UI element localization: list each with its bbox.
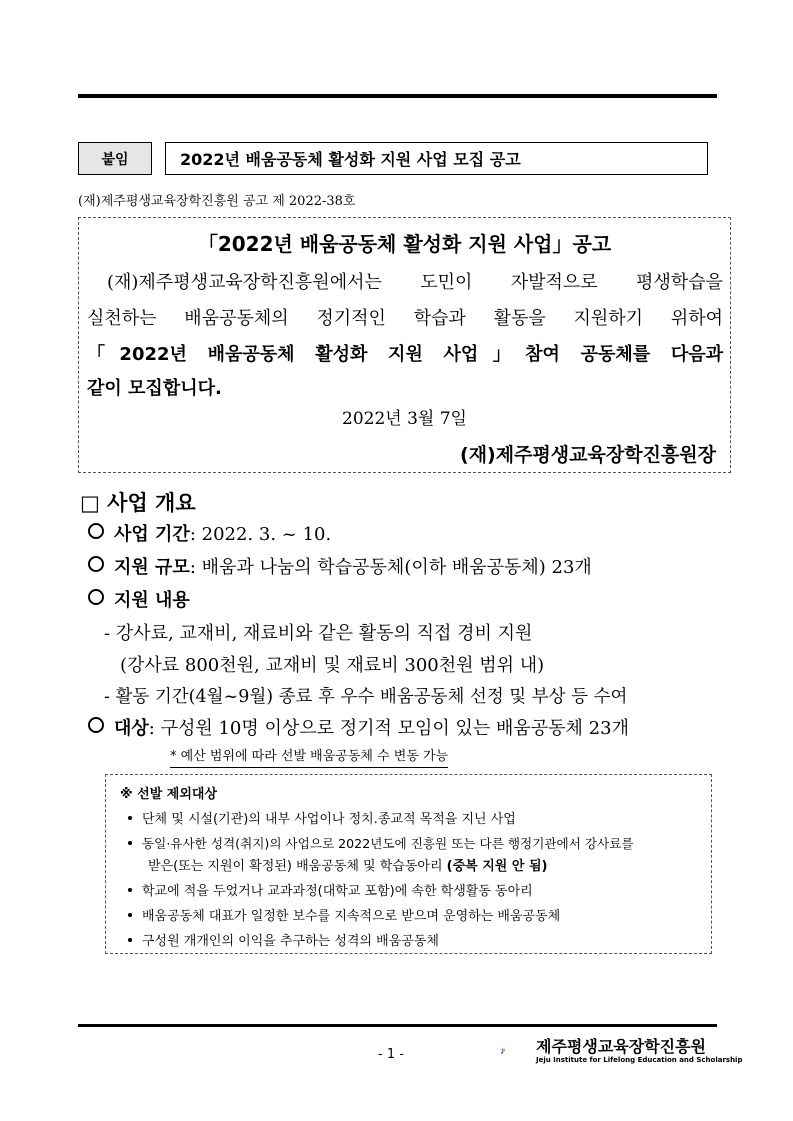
scale-line [88, 553, 592, 579]
content-label: 지원 내용 [114, 590, 190, 611]
exclusion-item [128, 880, 533, 899]
notice-line-4: 같이 모집합니다. [87, 378, 222, 399]
org-name: 제주평생교육장학진흥원 [536, 1037, 707, 1056]
bullet-dot-icon [128, 841, 132, 845]
exclusion-box [105, 774, 712, 954]
notice-number: (재)제주평생교육장학진흥원 공고 제 2022-38호 [78, 194, 356, 209]
top-rule [78, 94, 717, 98]
page-number: - 1 - [378, 1047, 404, 1062]
period-line [88, 520, 331, 546]
exclusion-item-cont [148, 855, 547, 874]
scale-label: 지원 규모 [114, 557, 190, 578]
exclusion-item-text: 배움공동체 대표가 일정한 보수를 지속적으로 받으며 운영하는 배움공동체 [142, 909, 561, 924]
exclusion-title: ※ 선발 제외대상 [120, 787, 218, 802]
scale-value: : 배움과 나눔의 학습공동체(이하 배움공동체) 23개 [189, 557, 592, 578]
exclusion-item-text: 학교에 적을 두었거나 교과과정(대학교 포함)에 속한 학생활동 동아리 [142, 884, 533, 899]
target-line [88, 714, 629, 740]
org-name-english: Jeju Institute for Lifelong Education and Scholarship [536, 1056, 743, 1064]
notice-date: 2022년 3월 7일 [342, 409, 467, 429]
exclusion-item [128, 833, 634, 852]
content-item-2: - 활동 기간(4월~9월) 종료 후 우수 배움공동체 선정 및 부상 등 수여 [104, 687, 628, 707]
notice-line-2: 실천하는 배움공동체의 정기적인 학습과 활동을 지원하기 위하여 [87, 308, 723, 329]
exclusion-item-text: 동일·유사한 성격(취지)의 사업으로 2022년도에 진흥원 또는 다른 행정기관에서 강사료를 [142, 836, 634, 851]
announcement-heading: 2022년 배움공동체 활성화 지원 사업 모집 공고 [165, 142, 708, 175]
bullet-dot-icon [128, 938, 132, 942]
section-title: □ 사업 개요 [80, 491, 196, 515]
exclusion-item-text: 단체 및 시설(기관)의 내부 사업이나 정치.종교적 목적을 지닌 사업 [142, 812, 516, 827]
exclusion-item-text: 받은(또는 지원이 확정된) 배움공동체 및 학습동아리 [148, 859, 447, 874]
content-line [88, 586, 190, 612]
notice-line-1: (재)제주평생교육장학진흥원에서는 도민이 자발적으로 평생학습을 [107, 272, 723, 293]
period-label: 사업 기간 [114, 524, 190, 545]
bullet-dot-icon [128, 913, 132, 917]
exclusion-item [128, 808, 516, 827]
notice-line-3: 「2022년 배움공동체 활성화 지원 사업」참여 공동체를 다음과 [87, 344, 723, 365]
attachment-label: 붙임 [78, 142, 152, 175]
notice-title: 「2022년 배움공동체 활성화 지원 사업」공고 [197, 232, 612, 256]
budget-note: * 예산 범위에 따라 선발 배움공동체 수 변동 가능 [170, 745, 448, 768]
period-value: : 2022. 3. ~ 10. [189, 524, 332, 545]
circle-bullet-icon [88, 523, 104, 539]
bottom-rule [78, 1024, 717, 1027]
bullet-dot-icon [128, 888, 132, 892]
circle-bullet-icon [88, 717, 104, 733]
exclusion-item [128, 930, 439, 949]
notice-signature: (재)제주평생교육장학진흥원장 [460, 444, 716, 466]
circle-bullet-icon [88, 556, 104, 572]
notice-body [87, 268, 723, 294]
content-item-1: - 강사료, 교재비, 재료비와 같은 활동의 직접 경비 지원 [104, 623, 533, 644]
target-value: : 구성원 10명 이상으로 정기적 모임이 있는 배움공동체 23개 [148, 718, 629, 739]
exclusion-item-text: 구성원 개개인의 이익을 추구하는 성격의 배움공동체 [142, 934, 439, 949]
target-label: 대상 [114, 718, 149, 739]
exclusion-item [128, 905, 560, 924]
bullet-dot-icon [128, 816, 132, 820]
exclusion-emphasis: (중복 지원 안 됨) [446, 859, 548, 874]
notice-box [78, 217, 731, 473]
circle-bullet-icon [88, 589, 104, 605]
content-item-1-sub: (강사료 800천원, 교재비 및 재료비 300천원 범위 내) [120, 655, 545, 676]
org-logo-icon [500, 1031, 536, 1071]
